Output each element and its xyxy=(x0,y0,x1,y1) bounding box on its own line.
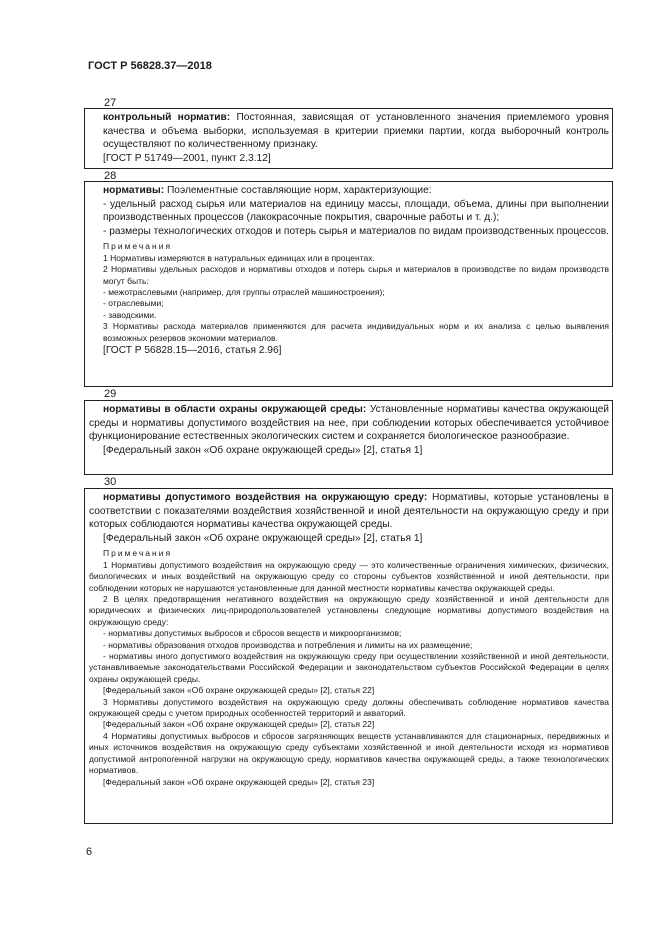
term-number: 30 xyxy=(104,476,117,488)
note-line: - нормативы иного допустимого воздействия на окружающую среду при осуществлении хозяйственной и иной деятельности, устанавливаемые законодательствами Российской Федерации и законодательством субъектов Российской Федерации в целях охраны окружающей среды. xyxy=(89,651,609,684)
note-line: 3 Нормативы расхода материалов применяются для расчета индивидуальных норм и их анализа с целью выявления возможных резервов экономии материалов. xyxy=(103,321,609,343)
notes-title: Примечания xyxy=(103,241,173,252)
term-entry xyxy=(84,488,613,824)
term-entry xyxy=(84,108,613,169)
page-number: 6 xyxy=(86,846,93,858)
term-definition: Установленные нормативы качества окружающей среды и нормативы допустимого воздействия на нее, при соблюдении которых обеспечивается устойчивое функционирование естественных экологических систем и сохраняется биологическое разнообразие. xyxy=(89,404,609,443)
note-line: - заводскими. xyxy=(103,309,157,320)
term-source: [ГОСТ Р 56828.15—2016, статья 2.96] xyxy=(103,345,282,357)
term-source: [Федеральный закон «Об охране окружающей среды» [2], статья 1] xyxy=(103,532,423,544)
term-title: нормативы в области охраны окружающей среды: xyxy=(103,404,367,415)
note-line: 1 Нормативы допустимого воздействия на окружающую среду — это количественные ограничения химических, физических, биологических и иных воздействий на окружающую среду со стороны субъектов хозяйственной и иной деятельности, при соблюдении которых не нарушаются установленные для данной местности нормативы качества окружающей среды. xyxy=(89,559,609,593)
note-line: - отраслевыми; xyxy=(103,298,164,309)
term-entry xyxy=(84,181,613,387)
note-line: 2 В целях предотвращения негативного воздействия на окружающую среду хозяйственной и иной деятельности для юридических и физических лиц-природопользователей установлены следующие нормативы допустимого воздействия на окружающую среду: xyxy=(89,594,609,627)
note-line: 1 Нормативы измеряются в натуральных единицах или в процентах. xyxy=(103,252,375,263)
term-definition: Нормативы, которые установлены в соответствии с показателями воздействия хозяйственной и иной деятельности на окружающую среду и при которых соблюдаются нормативы качества окружающей среды. xyxy=(89,492,609,531)
term-source: [ГОСТ Р 51749—2001, пункт 2.3.12] xyxy=(103,152,271,164)
term-definition: Поэлементные составляющие норм, характеризующие: xyxy=(166,185,432,196)
definition-bullet: - размеры технологических отходов и потерь сырья и материалов по видам производственных процессов. xyxy=(103,225,609,237)
note-line: 3 Нормативы допустимого воздействия на окружающую среду должны обеспечивать соблюдение нормативов качества окружающей среды с учетом природных особенностей территорий и акваторий. xyxy=(89,696,609,719)
term-number: 29 xyxy=(104,388,117,400)
note-line: - межотраслевыми (например, для группы отраслей машиностроения); xyxy=(103,287,385,297)
definition-bullet: - удельный расход сырья или материалов на единицу массы, площади, объема, длины при выполнении производственных процессов (лакокрасочные покрытия, сварочные работы и т. д.); xyxy=(103,198,609,224)
note-line: [Федеральный закон «Об охране окружающей среды» [2], статья 22] xyxy=(103,719,375,730)
note-line: 4 Нормативы допустимых выбросов и сбросов загрязняющих веществ устанавливаются для стационарных, передвижных и иных источников воздействия на окружающую среду субъектами хозяйственной и иной деятельности исходя из нормативов допустимой антропогенной нагрузки на окружающую среду, нормативов качества окружающей среды, а также технологических нормативов. xyxy=(89,730,609,776)
term-number: 28 xyxy=(104,170,117,182)
term-title: нормативы допустимого воздействия на окружающую среду: xyxy=(103,492,428,503)
term-entry xyxy=(84,400,613,475)
note-line: [Федеральный закон «Об охране окружающей среды» [2], статья 22] xyxy=(103,685,375,696)
term-definition: Постоянная, зависящая от установленного значения приемлемого уровня качества и объема выборки, используемая в критерии приемки партии, когда выборочный контроль осуществляют по количественному признаку. xyxy=(103,112,609,151)
notes-block xyxy=(89,548,609,788)
note-line: 2 Нормативы удельных расходов и нормативы отходов и потерь сырья и материалов в производстве по видам производств могут быть: xyxy=(103,264,609,286)
note-line: [Федеральный закон «Об охране окружающей среды» [2], статья 23] xyxy=(103,776,375,787)
term-source: [Федеральный закон «Об охране окружающей среды» [2], статья 1] xyxy=(103,444,423,456)
notes-block xyxy=(103,241,609,344)
term-number: 27 xyxy=(104,97,117,109)
note-line: - нормативы образования отходов производства и потребления и лимиты на их размещение; xyxy=(103,639,473,650)
document-code: ГОСТ Р 56828.37—2018 xyxy=(88,60,212,72)
note-line: - нормативы допустимых выбросов и сбросов веществ и микроорганизмов; xyxy=(103,628,402,639)
term-title: контрольный норматив: xyxy=(103,112,231,123)
notes-title: Примечания xyxy=(103,548,173,559)
term-title: нормативы: xyxy=(103,185,165,196)
